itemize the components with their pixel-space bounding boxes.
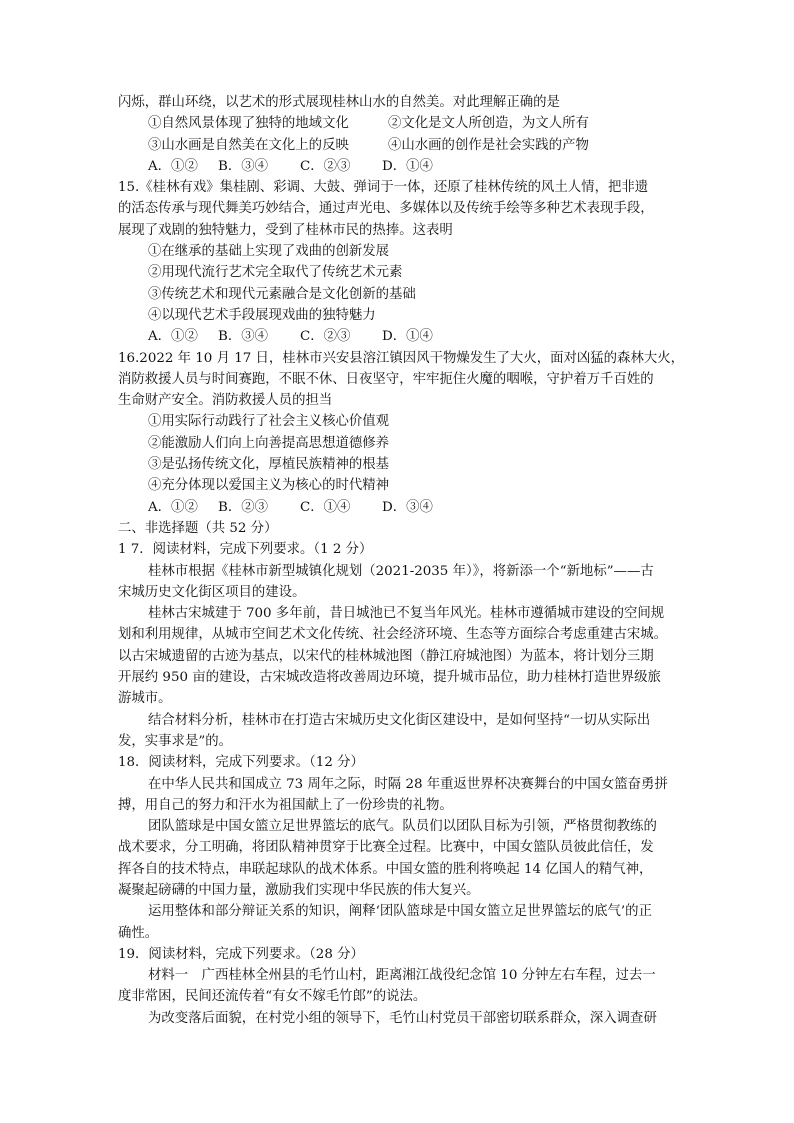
q18-line-2: 搏，用自己的努力和汗水为祖国献上了一份珍贵的礼物。	[118, 797, 453, 813]
q19-line-2: 度非常困，民间还流传着“有女不嫁毛竹郎”的说法。	[118, 989, 427, 1005]
q18-line-3: 团队篮球是中国女篮立足世界篮坛的底气。队员们以团队目标为引领，严格贯彻教练的	[148, 819, 657, 835]
q15-item-2: ②用现代流行艺术完全取代了传统艺术元素	[148, 265, 403, 281]
q17-line-3: 桂林古宋城建于 700 多年前，昔日城池已不复当年风光。桂林市遵循城市建设的空间规	[148, 606, 665, 622]
q16-item-4: ④充分体现以爱国主义为核心的时代精神	[148, 478, 390, 494]
q15-option-c: C．②③	[300, 329, 351, 345]
q18-line-5: 挥各自的技术特点，串联起球队的战术体系。中国女篮的胜利将唤起 14 亿国人的精气神，	[118, 861, 653, 877]
q16-stem-line-2: 消防救援人员与时间赛跑，不眠不休、日夜坚守，牢牢扼住火魔的咽喉，守护着万千百姓的	[118, 371, 654, 387]
q18-line-4: 战术要求，分工明确，将团队精神贯穿于比赛全过程。比赛中，中国女篮队员彼此信任，发	[118, 840, 654, 856]
q16-item-1: ①用实际行动践行了社会主义核心价值观	[148, 414, 390, 430]
q15-stem-line-3: 展现了戏剧的独特魅力，受到了桂林市民的热捧。这表明	[118, 222, 453, 238]
q16-stem-line-1: 16.2022 年 10 月 17 日，桂林市兴安县溶江镇因风干物燥发生了大火，面对凶猛的森林大火，	[118, 350, 685, 366]
q16-option-d: D．③④	[382, 499, 433, 515]
q14-option-b: B．③④	[218, 158, 269, 174]
q14-item-1: ①自然风景体现了独特的地域文化	[148, 116, 349, 132]
q17-line-4: 划和利用规律，从城市空间艺术文化传统、社会经济环境、生态等方面综合考虑重建古宋城。	[118, 627, 668, 643]
q18-heading: 18．阅读材料，完成下列要求。（12 分）	[118, 755, 364, 771]
q17-line-7: 游城市。	[118, 691, 172, 707]
q15-stem-line-2: 的活态传承与现代舞美巧妙结合，通过声光电、多媒体以及传统手绘等多种艺术表现手段，	[118, 201, 654, 217]
exam-page	[118, 92, 685, 1029]
q15-stem-line-1: 15.《桂林有戏》集桂剧、彩调、大鼓、弹词于一体，还原了桂林传统的风土人情，把非遗	[118, 180, 649, 196]
q17-line-6: 开展约 950 亩的建设，古宋城改造将改善周边环境，提升城市品位，助力桂林打造世界级旅	[118, 670, 661, 686]
q18-line-7: 运用整体和部分辩证关系的知识，阐释‘团队篮球是中国女篮立足世界篮坛的底气’的正	[148, 904, 652, 920]
q14-option-d: D．①④	[382, 158, 433, 174]
q16-option-b: B．②③	[218, 499, 269, 515]
q17-heading: 1 7．阅读材料，完成下列要求。（1 2 分）	[118, 542, 373, 558]
q15-options	[118, 326, 678, 347]
q15-option-d: D．①④	[382, 329, 433, 345]
q16-option-c: C．①④	[300, 499, 351, 515]
q19-heading: 19．阅读材料，完成下列要求。（28 分）	[118, 946, 364, 962]
q17-line-1: 桂林市根据《桂林市新型城镇化规划（2021-2035 年）》，将新添一个“新地标”——古	[148, 563, 654, 579]
q15-item-3: ③传统艺术和现代元素融合是文化创新的基础	[148, 286, 416, 302]
q17-line-9: 发，实事求是”的。	[118, 733, 232, 749]
q16-option-a: A．①②	[148, 499, 198, 515]
q14-item-3: ③山水画是自然美在文化上的反映	[148, 137, 349, 153]
q16-item-2: ②能激励人们向上向善提高思想道德修养	[148, 435, 390, 451]
q19-line-3: 为改变落后面貌，在村党小组的领导下，毛竹山村党员干部密切联系群众，深入调查研	[148, 1010, 657, 1026]
q14-stem-tail: 闪烁，群山环绕，以艺术的形式展现桂林山水的自然美。对此理解正确的是	[118, 95, 560, 110]
q14-items-row-1	[118, 113, 678, 134]
q18-line-8: 确性。	[118, 925, 159, 941]
q14-item-2: ②文化是文人所创造，为文人所有	[388, 116, 589, 132]
q14-option-a: A．①②	[148, 158, 198, 174]
q18-line-6: 凝聚起磅礴的中国力量，激励我们实现中华民族的伟大复兴。	[118, 882, 480, 898]
q14-item-4: ④山水画的创作是社会实践的产物	[388, 137, 589, 153]
q17-line-5: 以古宋城遗留的古迹为基点，以宋代的桂林城池图（静江府城池图）为蓝本，将计划分三期	[118, 648, 654, 664]
q15-item-1: ①在继承的基础上实现了戏曲的创新发展	[148, 244, 390, 260]
q14-items-row-2	[118, 135, 678, 156]
section-2-heading: 二、非选择题（共 52 分）	[118, 520, 278, 536]
q19-line-1: 材料一 广西桂林全州县的毛竹山村，距离湘江战役纪念馆 10 分钟左右车程，过去一	[148, 968, 656, 984]
q14-options	[118, 156, 678, 177]
q17-line-2: 宋城历史文化街区项目的建设。	[118, 584, 306, 600]
q15-item-4: ④以现代艺术手段展现戏曲的独特魅力	[148, 307, 376, 323]
q16-options	[118, 497, 678, 518]
q18-line-1: 在中华人民共和国成立 73 周年之际，时隔 28 年重返世界杯决赛舞台的中国女篮奋勇拼	[148, 776, 668, 792]
q15-option-b: B．③④	[218, 329, 269, 345]
q16-stem-line-3: 生命财产安全。消防救援人员的担当	[118, 393, 333, 409]
q16-item-3: ③是弘扬传统文化，厚植民族精神的根基	[148, 457, 390, 473]
q15-option-a: A．①②	[148, 329, 198, 345]
q17-line-8: 结合材料分析，桂林市在打造古宋城历史文化街区建设中，是如何坚持“一切从实际出	[148, 712, 651, 728]
q14-option-c: C．②③	[300, 158, 351, 174]
